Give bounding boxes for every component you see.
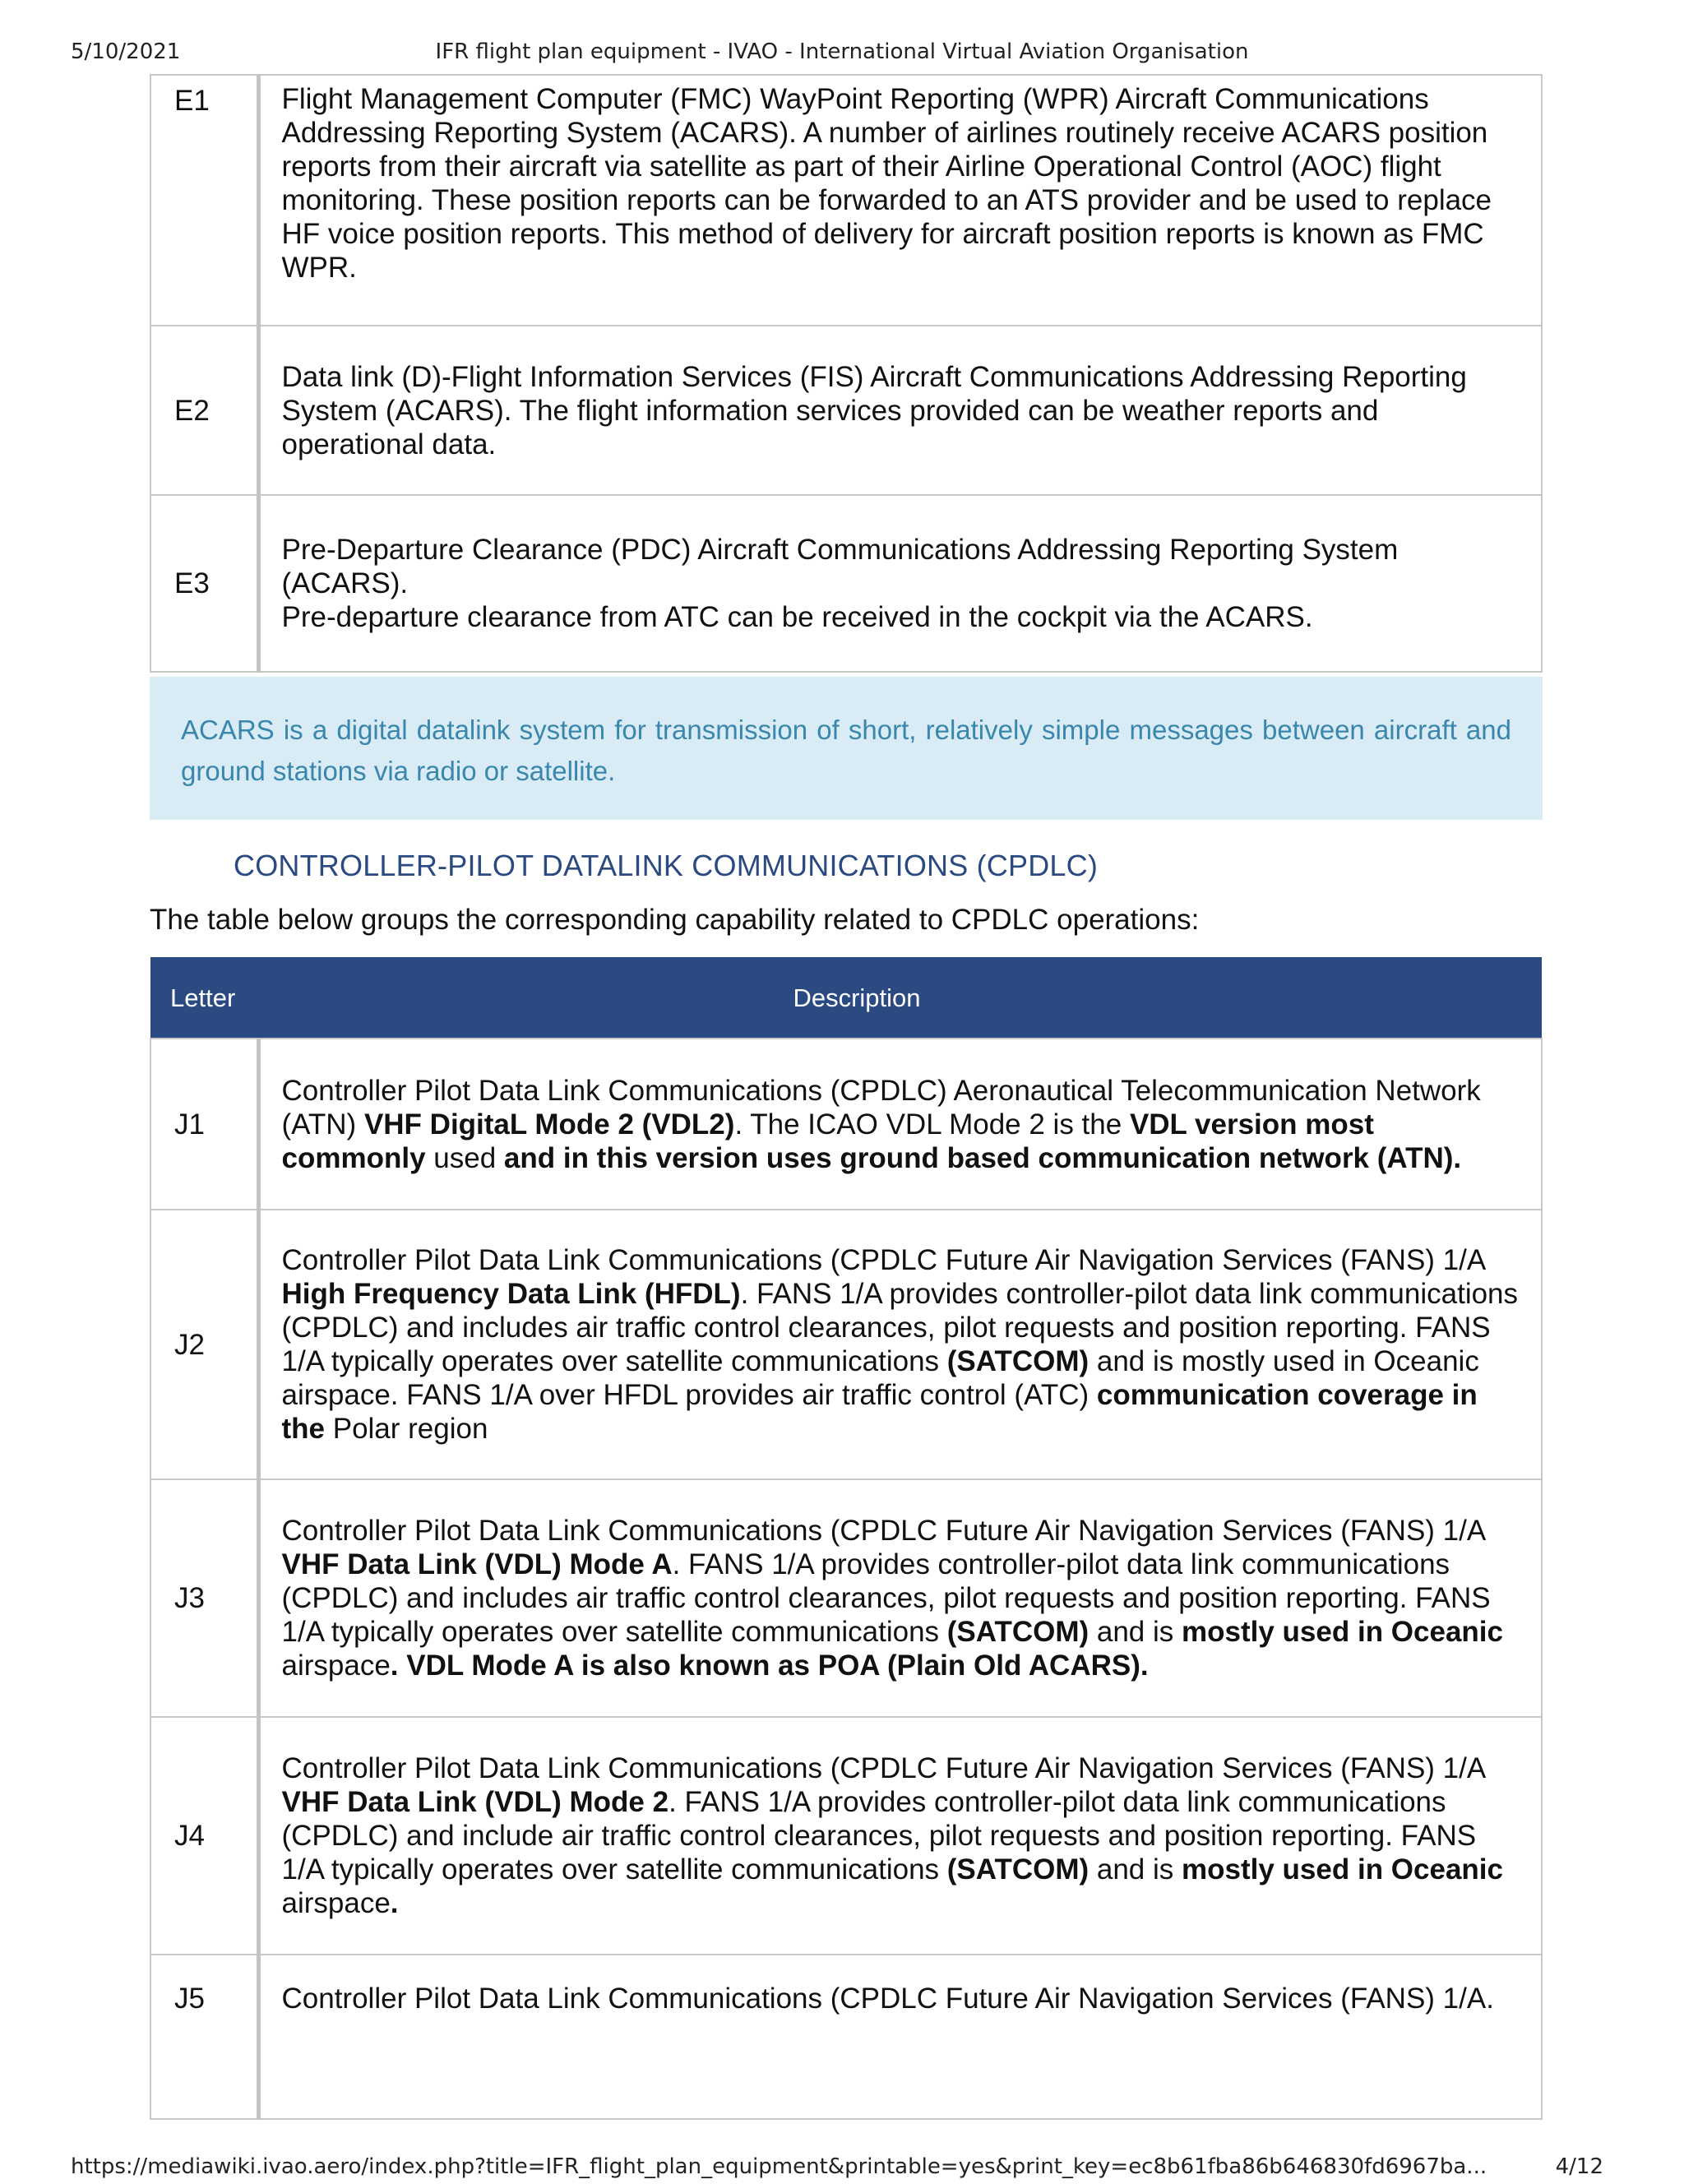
text-segment: airspace	[281, 1650, 391, 1682]
row-description	[258, 326, 1542, 495]
bold-text-segment: . VDL Mode A is also known as POA (Plain Old ACARS).	[390, 1650, 1149, 1682]
row-letter: E2	[150, 326, 258, 495]
text-segment: . FANS 1/A provides controller-pilot data link communications (CPDLC) and includes air traffic control clearances, pilot requests and position reporting. FANS 1/A typically operates over satellite communications	[281, 1278, 1519, 1377]
table-header-row	[150, 957, 1542, 1039]
row-description	[258, 1479, 1542, 1717]
text-segment: and is	[1089, 1853, 1182, 1886]
row-letter: E3	[150, 495, 258, 672]
row-letter: J5	[150, 1955, 258, 2119]
table-row	[150, 75, 1542, 326]
row-letter: J1	[150, 1039, 258, 1210]
bold-text-segment: .	[390, 1887, 399, 1919]
note-text: ACARS is a digital datalink system for transmission of short, relatively simple messages between aircraft and ground stations via radio or satellite.	[181, 715, 1511, 786]
table-row	[150, 1210, 1542, 1479]
print-header	[0, 39, 1684, 72]
description-line: Pre-departure clearance from ATC can be received in the cockpit via the ACARS.	[281, 601, 1313, 633]
description-text: Data link (D)-Flight Information Services (FIS) Aircraft Communications Addressing Reporting System (ACARS). The flight information services provided can be weather reports and operational data.	[281, 360, 1467, 460]
bold-text-segment: (SATCOM)	[946, 1616, 1090, 1648]
text-segment: Controller Pilot Data Link Communications (CPDLC Future Air Navigation Services (FANS) 1/A.	[281, 1983, 1494, 2015]
row-letter: E1	[150, 75, 258, 326]
text-segment: . FANS 1/A provides controller-pilot data link communications (CPDLC) and include air traffic control clearances, pilot requests and position reporting. FANS 1/A typically operates over satellite communications	[281, 1786, 1477, 1886]
cpdlc-capability-table	[150, 957, 1543, 2120]
text-segment: Polar region	[325, 1413, 488, 1445]
bold-text-segment: VDL version most commonly	[281, 1108, 1374, 1174]
row-letter: J3	[150, 1479, 258, 1717]
table-row	[150, 1717, 1542, 1955]
row-description	[258, 75, 1542, 326]
description-text: Flight Management Computer (FMC) WayPoint Reporting (WPR) Aircraft Communications Addressing Reporting System (ACARS). A number of airlines routinely receive ACARS position reports from their aircraft via satellite as part of their Airline Operational Control (AOC) flight monitoring. These position reports can be forwarded to an ATS provider and be used to replace HF voice position reports. This method of delivery for aircraft position reports is known as FMC WPR.	[281, 83, 1492, 284]
text-segment: Controller Pilot Data Link Communications (CPDLC Future Air Navigation Services (FANS) 1/A	[281, 1752, 1485, 1784]
table-row	[150, 326, 1542, 495]
intro-paragraph: The table below groups the corresponding capability related to CPDLC operations:	[150, 904, 1200, 936]
text-segment: Controller Pilot Data Link Communications (CPDLC Future Air Navigation Services (FANS) 1/A	[281, 1244, 1485, 1276]
text-segment: used	[425, 1141, 504, 1174]
column-header-description: Description	[258, 957, 1542, 1039]
bold-text-segment: and in this version uses ground based communication network (ATN).	[503, 1141, 1462, 1174]
print-url: https://mediawiki.ivao.aero/index.php?title=IFR_flight_plan_equipment&printable=yes&print_key=ec8b61fba86b646830fd6967ba...	[71, 2154, 1487, 2179]
text-segment: and is mostly used in Oceanic airspace. FANS 1/A over HFDL provides air traffic control (ATC)	[281, 1345, 1479, 1411]
row-description	[258, 495, 1542, 672]
bold-text-segment: VHF Data Link (VDL) Mode A	[281, 1548, 673, 1580]
bold-text-segment: communication coverage in the	[281, 1379, 1478, 1445]
row-description	[258, 1039, 1542, 1210]
column-header-letter: Letter	[150, 957, 258, 1039]
print-date: 5/10/2021	[71, 39, 181, 64]
table-row	[150, 1955, 1542, 2119]
text-segment: Controller Pilot Data Link Communications (CPDLC) Aeronautical Telecommunication Network (ATN)	[281, 1074, 1481, 1141]
page-number: 4/12	[1555, 2154, 1603, 2179]
bold-text-segment: mostly used in Oceanic	[1182, 1853, 1503, 1886]
row-description	[258, 1955, 1542, 2119]
bold-text-segment: High Frequency Data Link (HFDL)	[281, 1278, 741, 1310]
text-segment: Controller Pilot Data Link Communications (CPDLC Future Air Navigation Services (FANS) 1/A	[281, 1515, 1485, 1547]
print-title: IFR flight plan equipment - IVAO - International Virtual Aviation Organisation	[435, 39, 1249, 64]
section-heading-cpdlc: CONTROLLER-PILOT DATALINK COMMUNICATIONS (CPDLC)	[234, 849, 1099, 882]
bold-text-segment: (SATCOM)	[946, 1345, 1090, 1377]
table-row	[150, 495, 1542, 672]
acars-info-note	[150, 677, 1543, 820]
bold-text-segment: VHF Data Link (VDL) Mode 2	[281, 1786, 669, 1818]
description-line: Pre-Departure Clearance (PDC) Aircraft Communications Addressing Reporting System (ACARS).	[281, 534, 1399, 599]
row-letter: J2	[150, 1210, 258, 1479]
bold-text-segment: mostly used in Oceanic	[1182, 1616, 1503, 1648]
print-footer	[0, 2154, 1684, 2184]
table-row	[150, 1479, 1542, 1717]
row-description	[258, 1210, 1542, 1479]
text-segment: . FANS 1/A provides controller-pilot data link communications (CPDLC) and includes air traffic control clearances, pilot requests and position reporting. FANS 1/A typically operates over satellite communications	[281, 1548, 1491, 1648]
bold-text-segment: (SATCOM)	[946, 1853, 1090, 1886]
acars-capability-table	[150, 74, 1543, 673]
bold-text-segment: VHF DigitaL Mode 2 (VDL2)	[363, 1108, 735, 1141]
text-segment: . The ICAO VDL Mode 2 is the	[734, 1108, 1130, 1141]
text-segment: and is	[1089, 1616, 1182, 1648]
row-description	[258, 1717, 1542, 1955]
row-letter: J4	[150, 1717, 258, 1955]
text-segment: airspace	[281, 1887, 391, 1919]
table-row	[150, 1039, 1542, 1210]
